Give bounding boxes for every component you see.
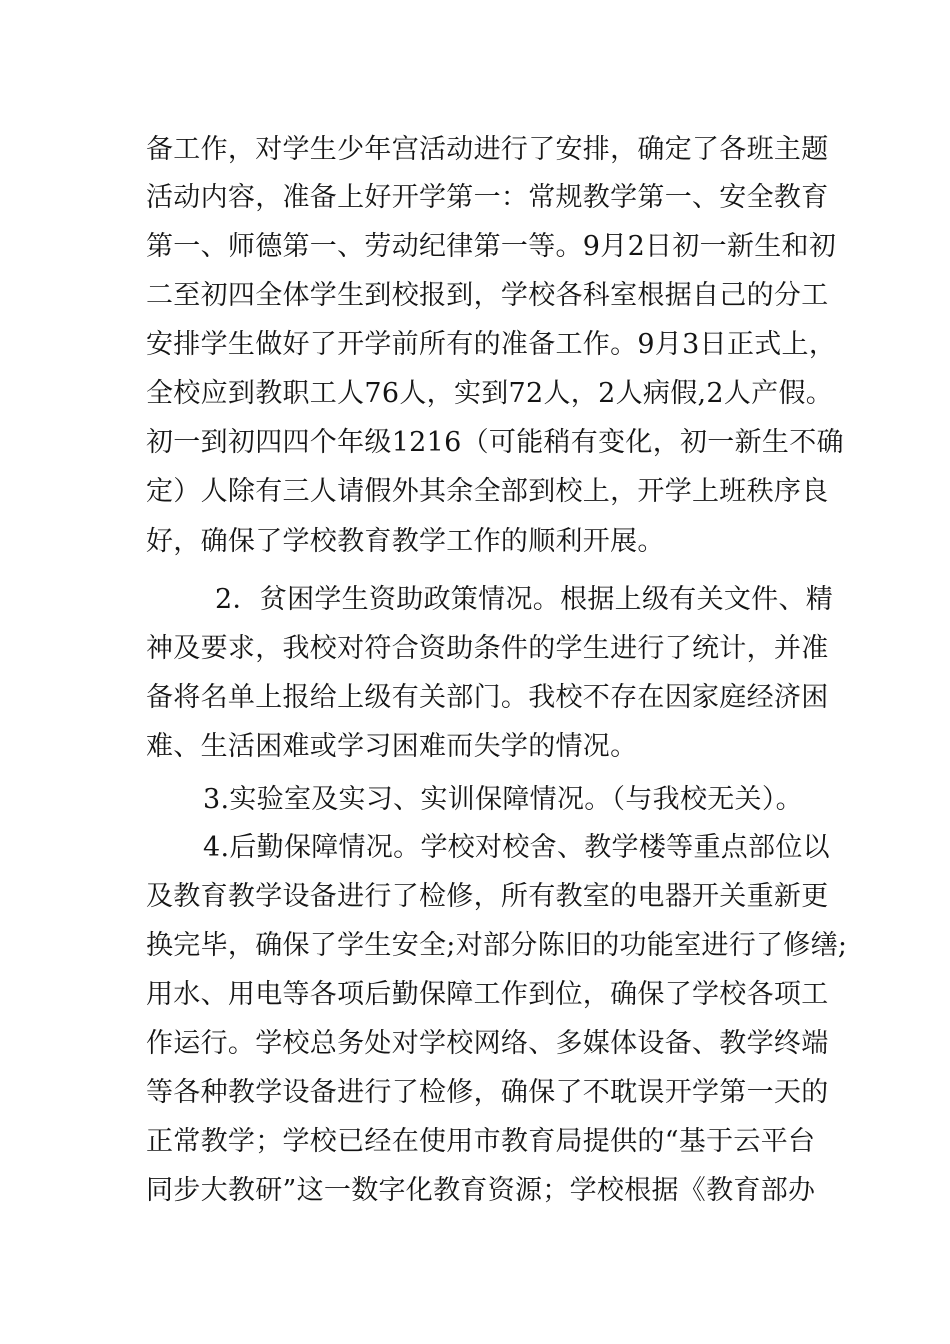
text-line: 全校应到教职工人76人，实到72人，2人病假,2人产假。 [146, 378, 834, 409]
text-line: 难、生活困难或学习困难而失学的情况。 [146, 731, 638, 762]
text-line: 换完毕，确保了学生安全;对部分陈旧的功能室进行了修缮; [146, 930, 848, 961]
text-line: 初一到初四四个年级1216（可能稍有变化，初一新生不确 [146, 427, 844, 458]
text-line: 第一、师德第一、劳动纪律第一等。9月2日初一新生和初 [146, 231, 837, 262]
text-line: 等各种教学设备进行了检修，确保了不耽误开学第一天的 [146, 1077, 829, 1108]
text-line: 定）人除有三人请假外其余全部到校上，开学上班秩序良 [146, 476, 829, 507]
text-line: 安排学生做好了开学前所有的准备工作。9月3日正式上， [146, 329, 837, 360]
text-line: 神及要求，我校对符合资助条件的学生进行了统计，并准 [146, 633, 829, 664]
paragraph-start-line: 4.后勤保障情况。学校对校舍、教学楼等重点部位以 [203, 832, 830, 863]
text-line: 备工作，对学生少年宫活动进行了安排，确定了各班主题 [146, 134, 829, 165]
text-line: 及教育教学设备进行了检修，所有教室的电器开关重新更 [146, 881, 829, 912]
text-line: 同步大教研”这一数字化教育资源；学校根据《教育部办 [146, 1175, 816, 1206]
paragraph-start-line: 2．贫困学生资助政策情况。根据上级有关文件、精 [215, 584, 834, 615]
paragraph-start-line: 3.实验室及实习、实训保障情况。（与我校无关）。 [203, 784, 803, 815]
text-line: 备将名单上报给上级有关部门。我校不存在因家庭经济困 [146, 682, 829, 713]
text-line: 用水、用电等各项后勤保障工作到位，确保了学校各项工 [146, 979, 829, 1010]
text-line: 二至初四全体学生到校报到，学校各科室根据自己的分工 [146, 280, 829, 311]
text-line: 好，确保了学校教育教学工作的顺利开展。 [146, 526, 665, 557]
text-line: 作运行。学校总务处对学校网络、多媒体设备、教学终端 [146, 1028, 829, 1059]
text-line: 活动内容，准备上好开学第一：常规教学第一、安全教育 [146, 182, 829, 213]
text-line: 正常教学；学校已经在使用市教育局提供的“基于云平台 [146, 1126, 816, 1157]
